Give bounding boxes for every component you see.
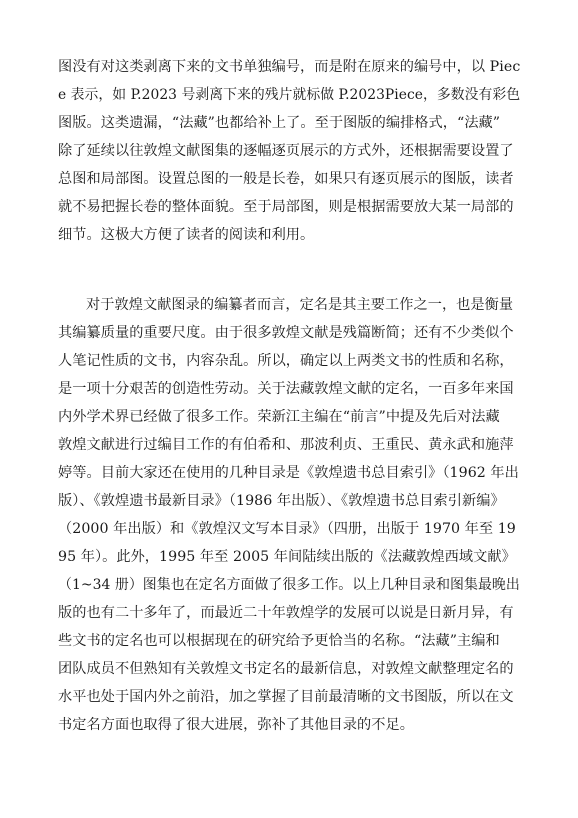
text-line: 内外学术界已经做了很多工作。荣新江主编在“前言”中提及先后对法藏 (58, 409, 500, 425)
text-line: 是一项十分艰苦的创造性劳动。关于法藏敦煌文献的定名，一百多年来国 (58, 381, 514, 397)
text-line: 除了延续以往敦煌文献图集的逐幅逐页展示的方式外，还根据需要设置了 (58, 143, 514, 159)
text-line: （1~34 册）图集也在定名方面做了很多工作。以上几种目录和图集最晚出 (58, 577, 520, 593)
text-line: 敦煌文献进行过编目工作的有伯希和、那波利贞、王重民、黄永武和施萍 (58, 437, 514, 453)
text-line: 对于敦煌文献图录的编纂者而言，定名是其主要工作之一，也是衡量 (86, 297, 514, 313)
text-line: 婷等。目前大家还在使用的几种目录是《敦煌遗书总目索引》（1962 年出 (58, 465, 519, 481)
text-line: 就不易把握长卷的整体面貌。至于局部图，则是根据需要放大某一局部的 (58, 199, 514, 215)
text-line: 些文书的定名也可以根据现在的研究给予更恰当的名称。“法藏”主编和 (58, 633, 500, 649)
text-line: 95 年）。此外，1995 年至 2005 年间陆续出版的《法藏敦煌西域文献》 (58, 549, 516, 565)
text-line: 书定名方面也取得了很大进展，弥补了其他目录的不足。 (58, 717, 414, 733)
text-line: 团队成员不但熟知有关敦煌文书定名的最新信息，对敦煌文献整理定名的 (58, 661, 514, 677)
text-line: 总图和局部图。设置总图的一般是长卷，如果只有逐页展示的图版，读者 (58, 171, 514, 187)
text-line: e 表示，如 P.2023 号剥离下来的残片就标做 P.2023Piece，多数没有彩色 (58, 87, 521, 103)
text-line: 其编纂质量的重要尺度。由于很多敦煌文献是残篇断简；还有不少类似个 (58, 325, 514, 341)
text-line: 图版。这类遗漏，“法藏”也都给补上了。至于图版的编排格式，“法藏” (58, 115, 501, 131)
text-line: 版）、《敦煌遗书最新目录》（1986 年出版）、《敦煌遗书总目索引新编》 (58, 493, 505, 509)
text-line: 细节。这极大方便了读者的阅读和利用。 (58, 227, 315, 243)
text-line: 人笔记性质的文书，内容杂乱。所以，确定以上两类文书的性质和名称， (58, 353, 514, 369)
text-line: （2000 年出版）和《敦煌汉文写本目录》（四册，出版于 1970 年至 19 (58, 521, 516, 537)
text-line: 版的也有二十多年了，而最近二十年敦煌学的发展可以说是日新月异，有 (58, 605, 514, 621)
text-line: 水平也处于国内外之前沿，加之掌握了目前最清晰的文书图版，所以在文 (58, 689, 514, 705)
text-line: 图没有对这类剥离下来的文书单独编号，而是附在原来的编号中，以 Piec (58, 59, 521, 75)
